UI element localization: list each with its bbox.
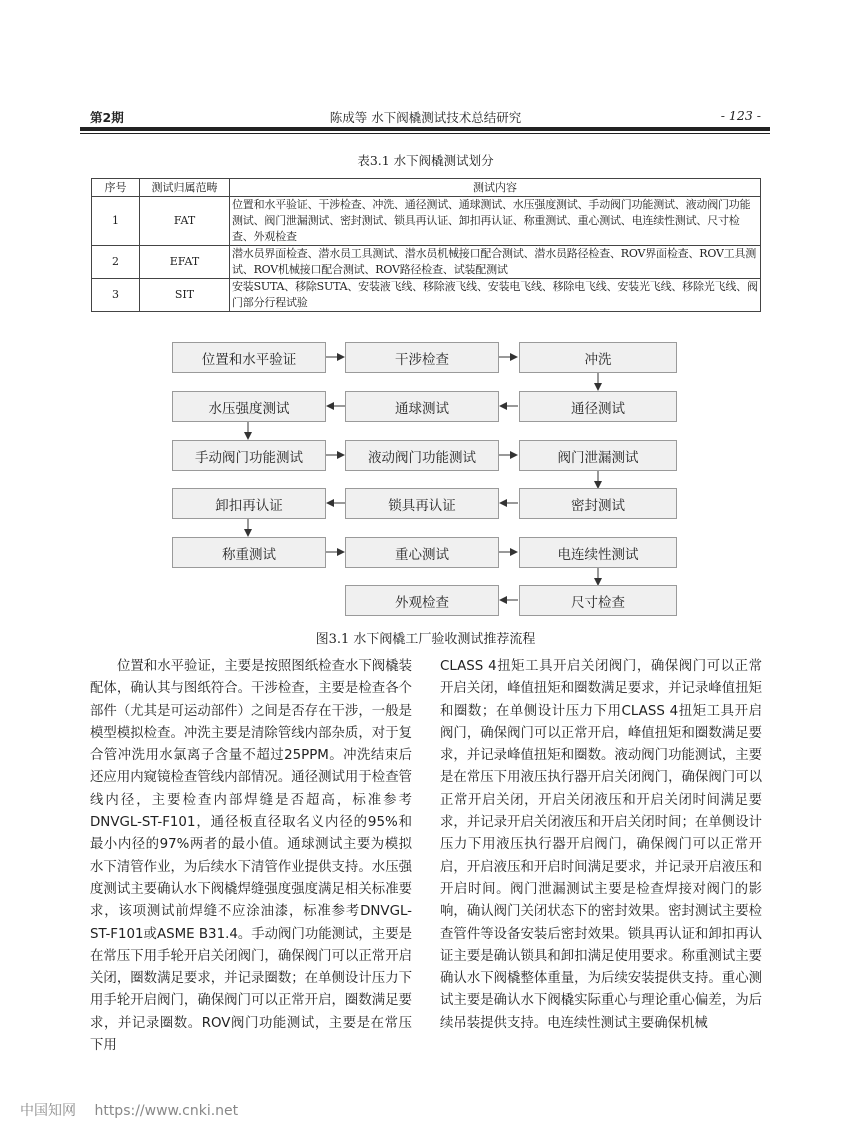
flow-step-valve-leak: 阀门泄漏测试 bbox=[519, 440, 677, 471]
running-title: 陈成等 水下阀橇测试技术总结研究 bbox=[329, 110, 522, 125]
flow-step-visual: 外观检查 bbox=[345, 585, 499, 616]
row-number: 3 bbox=[92, 279, 140, 312]
row-category: SIT bbox=[140, 279, 230, 312]
figure-caption: 图3.1 水下阀橇工厂验收测试推荐流程 bbox=[315, 632, 536, 647]
table-header-cell: 测试归属范畴 bbox=[140, 179, 230, 197]
page-number: - 123 - bbox=[720, 108, 761, 123]
table-header-cell: 序号 bbox=[92, 179, 140, 197]
flow-step-interference: 干涉检查 bbox=[345, 342, 499, 373]
table-caption: 表3.1 水下阀橇测试划分 bbox=[357, 153, 494, 168]
table-header-cell: 测试内容 bbox=[230, 179, 761, 197]
flow-step-seal: 密封测试 bbox=[519, 488, 677, 519]
body-text-left: 位置和水平验证，主要是按照图纸检查水下阀橇装配体，确认其与图纸符合。干涉检查，主要是检查各个部件（尤其是可运动部件）之间是否存在干涉，一般是模型模拟检查。冲洗主要是清除管线内部杂质，对于复合管冲洗用水氯离子含量不超过25PPM。冲洗结束后还应用内窥镜检查管线内部情况。通径测试用于检查管线内径，主要检查内部焊缝是否超高，标准参考DNVGL-ST-F101，通径板直径取名义内径的95%和最小内径的97%两者的最小值。通球测试主要为模拟水下清管作业，为后续水下清管作业提供支持。水压强度测试主要确认水下阀橇焊缝强度强度满足相关标准要求，该项测试前焊缝不应涂油漆，标准参考DNVGL-ST-F101或ASME B31.4。手动阀门功能测试，主要是在常压下用手轮开启关闭阀门，确保阀门可以正常开启关闭，圈数满足要求，并记录圈数；在单侧设计压力下用手轮开启阀门，确保阀门可以正常开启，圈数满足要求，并记录圈数。ROV阀门功能测试，主要是在常压下用 bbox=[90, 659, 412, 1054]
flow-step-hydraulic-valve: 液动阀门功能测试 bbox=[345, 440, 499, 471]
flow-step-weighing: 称重测试 bbox=[172, 537, 326, 568]
flow-step-position-level: 位置和水平验证 bbox=[172, 342, 326, 373]
row-category: EFAT bbox=[140, 246, 230, 279]
footer-watermark bbox=[20, 1100, 252, 1120]
flow-step-drift: 通径测试 bbox=[519, 391, 677, 422]
row-category: FAT bbox=[140, 197, 230, 246]
flow-step-shackle-recert: 卸扣再认证 bbox=[172, 488, 326, 519]
row-content: 位置和水平验证、干涉检查、冲洗、通径测试、通球测试、水压强度测试、手动阀门功能测试、液动阀门功能测试、阀门泄漏测试、密封测试、锁具再认证、卸扣再认证、称重测试、重心测试、电连续性测试、尺寸检查、外观检查 bbox=[230, 197, 761, 246]
row-number: 2 bbox=[92, 246, 140, 279]
flow-step-pigging: 通球测试 bbox=[345, 391, 499, 422]
flow-step-hydrostatic: 水压强度测试 bbox=[172, 391, 326, 422]
row-content: 潜水员界面检查、潜水员工具测试、潜水员机械接口配合测试、潜水员路径检查、ROV界面检查、ROV工具测试、ROV机械接口配合测试、ROV路径检查、试装配测试 bbox=[230, 246, 761, 279]
footer-url: https://www.cnki.net bbox=[94, 1103, 239, 1119]
row-number: 1 bbox=[92, 197, 140, 246]
flow-step-continuity: 电连续性测试 bbox=[519, 537, 677, 568]
footer-brand: 中国知网 bbox=[20, 1103, 76, 1119]
flow-step-cog: 重心测试 bbox=[345, 537, 499, 568]
flow-step-flushing: 冲洗 bbox=[519, 342, 677, 373]
flow-step-rigging-recert: 锁具再认证 bbox=[345, 488, 499, 519]
flow-step-dimension: 尺寸检查 bbox=[519, 585, 677, 616]
flow-step-manual-valve: 手动阀门功能测试 bbox=[172, 440, 326, 471]
journal-issue: 第2期 bbox=[90, 110, 124, 125]
body-text-right: CLASS 4扭矩工具开启关闭阀门，确保阀门可以正常开启关闭，峰值扭矩和圈数满足要求，并记录峰值扭矩和圈数；在单侧设计压力下用CLASS 4扭矩工具开启阀门，确保阀门可以正常开启，峰值扭矩和圈数满足要求，并记录峰值扭矩和圈数。液动阀门功能测试，主要是在常压下用液压执行器开启关闭阀门，确保阀门可以正常开启关闭，开启关闭液压和开启关闭时间满足要求，并记录开启关闭液压和开启关闭时间；在单侧设计压力下用液压执行器开启阀门，确保阀门可以正常开启，开启液压和开启时间满足要求，并记录开启液压和开启时间。阀门泄漏测试主要是检查焊接对阀门的影响，确认阀门关闭状态下的密封效果。密封测试主要检查管件等设备安装后密封效果。锁具再认证和卸扣再认证主要是确认锁具和卸扣满足使用要求。称重测试主要确认水下阀橇整体重量，为后续安装提供支持。重心测试主要是确认水下阀橇实际重心与理论重心偏差，为后续吊装提供支持。电连续性测试主要确保机械 bbox=[440, 659, 762, 1031]
row-content: 安装SUTA、移除SUTA、安装液飞线、移除液飞线、安装电飞线、移除电飞线、安装光飞线、移除光飞线、阀门部分行程试验 bbox=[230, 279, 761, 312]
